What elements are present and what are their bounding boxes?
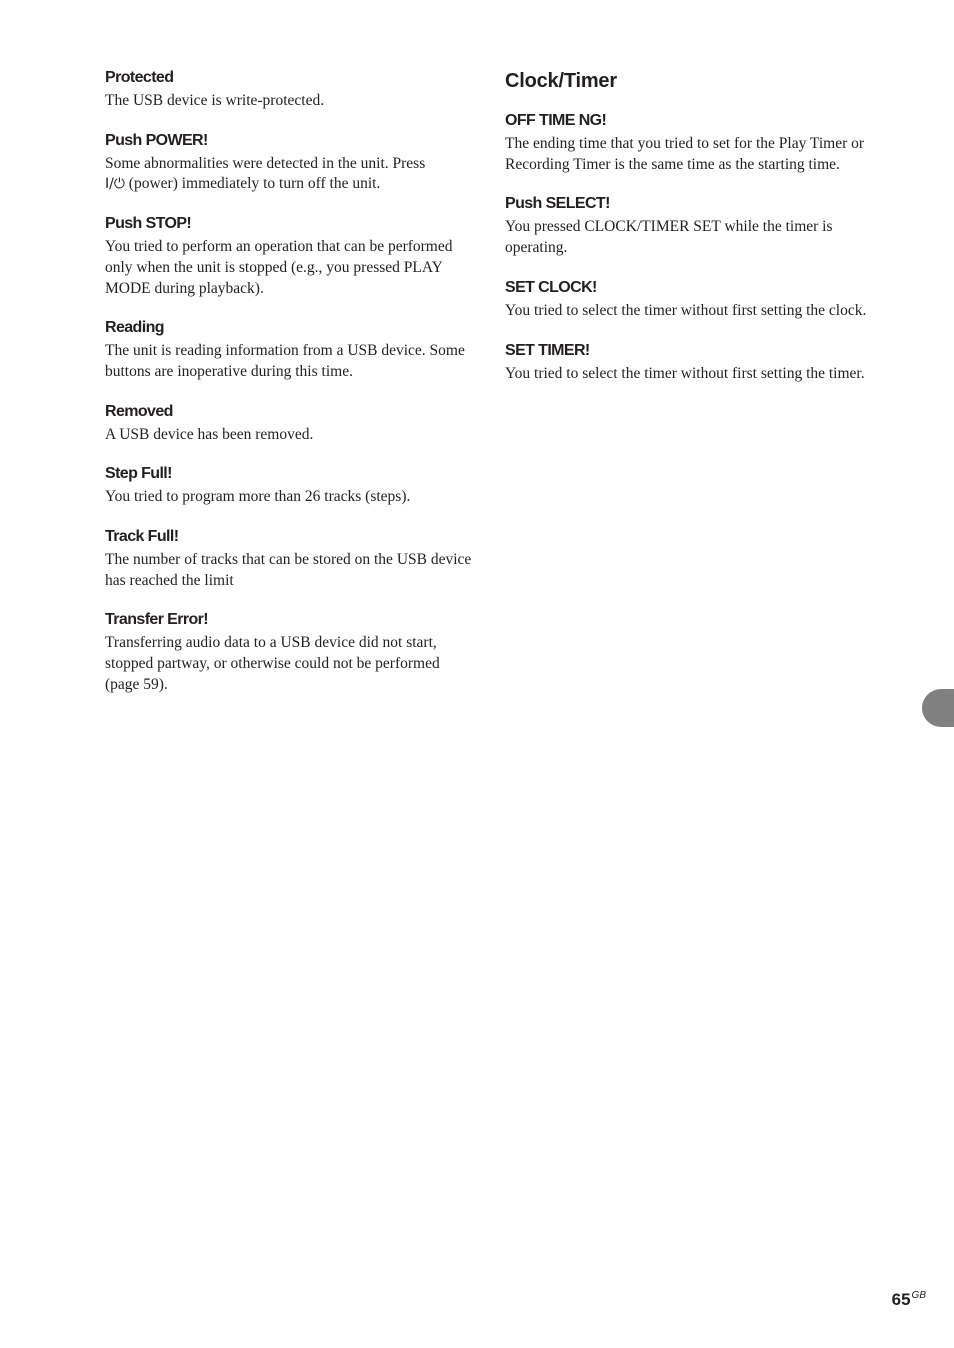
entry-term: Track Full! (105, 528, 179, 546)
left-column (105, 68, 475, 715)
entry-description: The number of tracks that can be stored on the USB device has reached the limit (105, 551, 472, 589)
entry-description: Transferring audio data to a USB device did not start, stopped partway, or otherwise could not be performed (page 59). (105, 634, 440, 693)
entry-term: Push SELECT! (505, 195, 610, 213)
entry-description: The ending time that you tried to set for the Play Timer or Recording Timer is the same time as the starting time. (505, 135, 865, 173)
entry-term: Push STOP! (105, 215, 192, 233)
entry-description (105, 154, 475, 195)
description-text: (power) immediately to turn off the unit. (124, 175, 381, 193)
chapter-tab-marker (922, 689, 954, 727)
description-text: Some abnormalities were detected in the unit. Press (105, 154, 426, 172)
entry-set-timer (505, 341, 880, 385)
entry-push-power (105, 131, 475, 195)
entry-description: You tried to select the timer without first setting the timer. (505, 364, 865, 382)
entry-push-stop (105, 214, 475, 299)
entry-transfer-error (105, 610, 475, 695)
entry-description: A USB device has been removed. (105, 425, 314, 443)
entry-description: You tried to perform an operation that can be performed only when the unit is stopped (e.g., you pressed PLAY MODE during playback). (105, 238, 453, 297)
page-number (892, 1290, 926, 1310)
entry-step-full (105, 464, 475, 508)
entry-set-clock (505, 278, 880, 322)
entry-description: The USB device is write-protected. (105, 92, 325, 109)
entry-term: Reading (105, 319, 164, 337)
entry-description: You pressed CLOCK/TIMER SET while the timer is operating. (505, 218, 833, 257)
entry-term: Protected (105, 69, 174, 86)
entry-protected (105, 68, 475, 112)
entry-term: Removed (105, 402, 173, 420)
entry-track-full (105, 527, 475, 591)
power-icon: I/⏻ (105, 176, 125, 193)
entry-description: You tried to program more than 26 tracks (steps). (105, 488, 411, 506)
entry-term: Transfer Error! (105, 611, 209, 629)
entry-term: SET CLOCK! (505, 278, 597, 296)
entry-reading (105, 318, 475, 382)
entry-term: SET TIMER! (505, 341, 590, 359)
entry-term: OFF TIME NG! (505, 112, 607, 129)
entry-off-time-ng (505, 111, 880, 175)
entry-term: Step Full! (105, 465, 172, 483)
section-title: Clock/Timer (505, 70, 617, 92)
page-number-value: 65 (891, 1290, 911, 1309)
entry-description: The unit is reading information from a USB device. Some buttons are inoperative during this time. (105, 342, 465, 380)
entry-removed (105, 402, 475, 446)
page-number-suffix: GB (911, 1290, 926, 1302)
right-column (505, 68, 880, 403)
entry-push-select (505, 194, 880, 258)
entry-description: You tried to select the timer without first setting the clock. (505, 301, 867, 319)
entry-term: Push POWER! (105, 131, 208, 149)
